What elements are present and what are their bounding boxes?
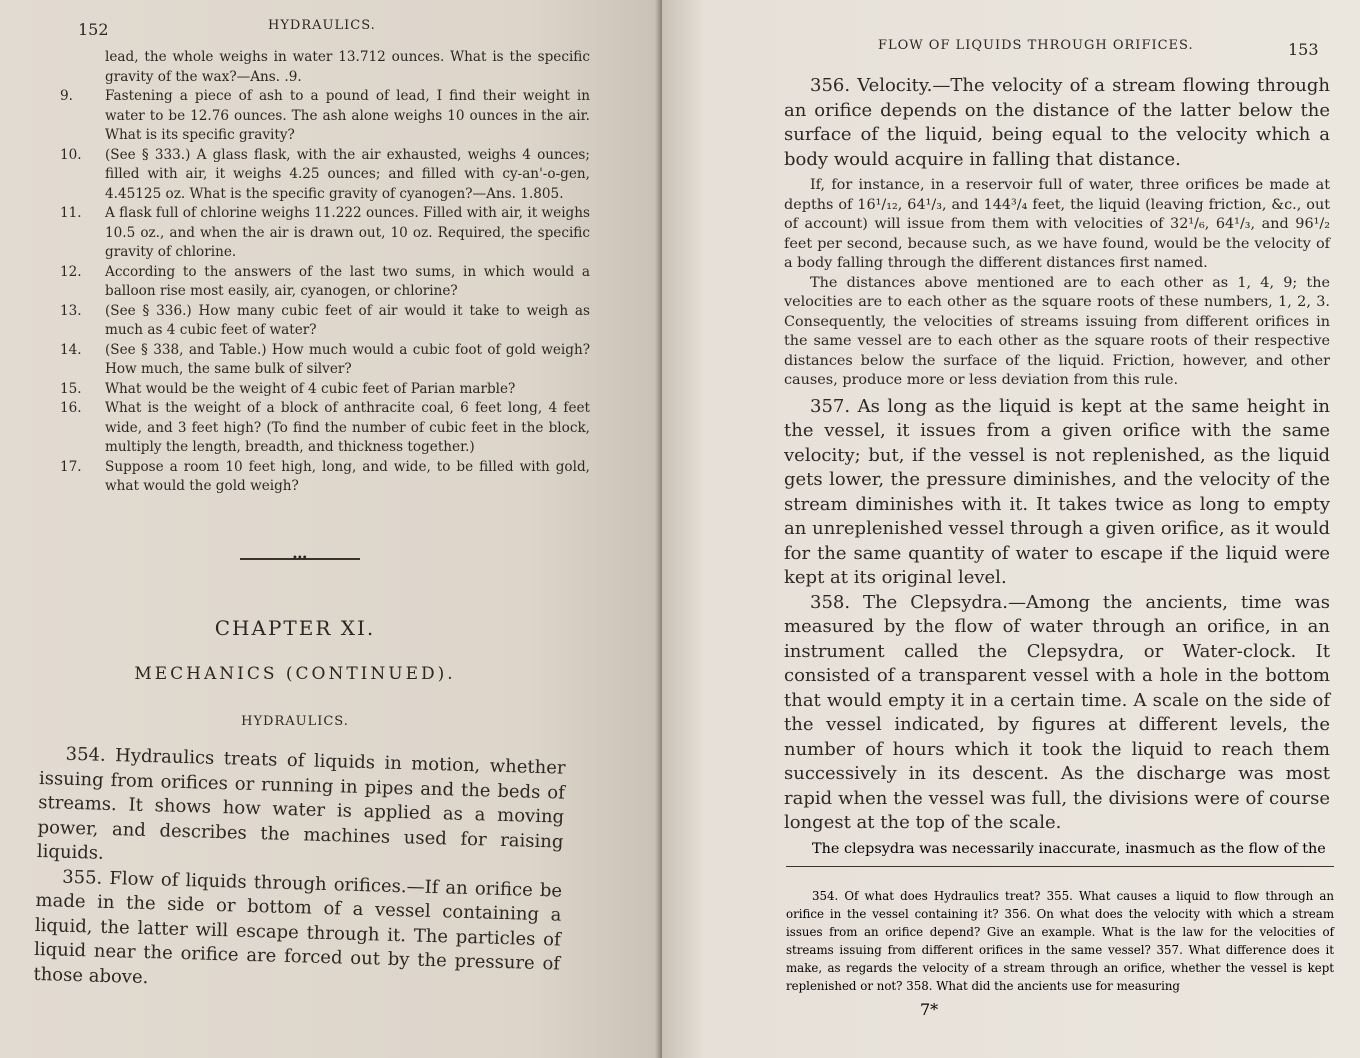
question-item: 14. (See § 338, and Table.) How much would a cubic foot of gold weigh? How much, the same bulk of silver? [60, 341, 590, 377]
right-body-text [784, 74, 1330, 836]
question-item: 15. What would be the weight of 4 cubic feet of Parian marble? [60, 380, 516, 397]
question-list [60, 48, 590, 497]
ornament-divider: ••• [240, 558, 360, 560]
question-item: lead, the whole weighs in water 13.712 ounces. What is the specific gravity of the wax?—Ans. .9. [105, 49, 590, 85]
question-item: 16. What is the weight of a block of anthracite coal, 6 feet long, 4 feet wide, and 3 feet high? (To find the number of cubic feet in the block, multiply the length, breadth, and thickness together.) [60, 400, 590, 455]
chapter-subtitle: MECHANICS (CONTINUED). [134, 664, 456, 684]
chapter-title: CHAPTER XI. [214, 616, 376, 640]
question-item: 10. (See § 333.) A glass flask, with the air exhausted, weighs 4 ounces; filled with air, it weighs 4.25 ounces; and filled with cy-an'-o-gen, 4.45125 oz. What is the specific gravity of cyanogen?—Ans. 1.805. [60, 146, 590, 202]
left-page-number: 152 [78, 20, 109, 39]
question-item: 9. Fastening a piece of ash to a pound of lead, I find their weight in water to be 12.76 ounces. The ash alone weighs 10 ounces in the air. What is its specific gravity? [60, 88, 590, 143]
paragraph-357: 357. As long as the liquid is kept at the same height in the vessel, it issues from a given orifice with the same velocity; but, if the vessel is not replenished, as the liquid gets lower, the pressure diminishes, and the velocity of the stream diminishes with it. It takes twice as long to empty an unreplenished vessel through a given orifice, as it would for the same quantity of water to escape if the liquid were kept at its original level. [784, 395, 1330, 588]
right-page-number: 153 [1288, 40, 1319, 59]
footnote-rule [786, 866, 1334, 867]
left-page [0, 0, 662, 1058]
question-item: 13. (See § 336.) How many cubic feet of air would it take to weigh as much as 4 cubic feet of water? [60, 302, 590, 338]
question-item: 11. A flask full of chlorine weighs 11.222 ounces. Filled with air, it weighs 10.5 oz., and when the air is drawn out, 10 oz. Required, the specific gravity of chlorine. [60, 205, 590, 260]
signature-mark: 7* [920, 1000, 939, 1019]
section-head: HYDRAULICS. [241, 714, 349, 729]
question-item: 17. Suppose a room 10 feet high, long, and wide, to be filled with gold, what would the gold weigh? [60, 458, 590, 494]
paragraph-355: 355. Flow of liquids through orifices.—If an orifice be made in the side or bottom of a vessel containing a liquid, the latter will escape through it. The particles of liquid near the orifice are forced out by the pressure of those above. [33, 866, 563, 988]
paragraph-356-example: If, for instance, in a reservoir full of water, three orifices be made at depths of 16¹/₁₂, 64¹/₃, and 144³/₄ feet, the liquid (leaving friction, &c., out of account) will issue from them with velocities of 32¹/₆, 64¹/₃, and 96¹/₂ feet per second, because such, as we have found, would be the velocity of a body falling through the different distances first named. [784, 177, 1330, 271]
clepsydra-note-text: The clepsydra was necessarily inaccurate, inasmuch as the flow of the [812, 841, 1326, 857]
paragraph-358: 358. The Clepsydra.—Among the ancients, time was measured by the flow of water through an orifice, in an instrument called the Clepsydra, or Water-clock. It consisted of a transparent vessel with a hole in the bottom that would empty it in a certain time. A scale on the side of the vessel indicated, by figures at different levels, the number of hours which it took the liquid to reach them successively in its descent. As the discharge was most rapid when the vessel was full, the divisions were of course longest at the top of the scale. [784, 591, 1330, 833]
paragraph-356: 356. Velocity.—The velocity of a stream flowing through an orifice depends on the distance of the latter below the surface of the liquid, being equal to the velocity which a body would acquire in falling that distance. [784, 75, 1330, 170]
question-item: 12. According to the answers of the last two sums, in which would a balloon rise most easily, air, cyanogen, or chlorine? [60, 263, 590, 299]
right-running-head: FLOW OF LIQUIDS THROUGH ORIFICES. [878, 38, 1194, 53]
paragraph-354: 354. Hydraulics treats of liquids in motion, whether issuing from orifices or running in pipes and the beds of streams. It shows how water is applied as a moving power, and describes the machines used for raising liquids. [36, 743, 566, 864]
footnote-text: 354. Of what does Hydraulics treat? 355. What causes a liquid to flow through an orifice in the vessel containing it? 356. On what does the velocity with which a stream issues from an orifice depend? Give an example. What is the law for the velocities of streams issuing from different orifices in the same vessel? 357. What difference does it make, as regards the velocity of a stream through an orifice, whether the vessel is kept replenished or not? 358. What did the ancients use for measuring [786, 889, 1334, 993]
left-body-text [33, 742, 566, 1002]
paragraph-clepsydra-note [786, 840, 1334, 860]
footnote-questions [786, 887, 1334, 995]
left-running-head: HYDRAULICS. [268, 18, 376, 33]
paragraph-356-rule: The distances above mentioned are to each other as 1, 4, 9; the velocities are to each other as the square roots of these numbers, 1, 2, 3. Consequently, the velocities of streams issuing from different orifices in the same vessel are to each other as the square roots of their respective distances below the surface of the liquid. Friction, however, and other causes, produce more or less deviation from this rule. [784, 274, 1330, 388]
